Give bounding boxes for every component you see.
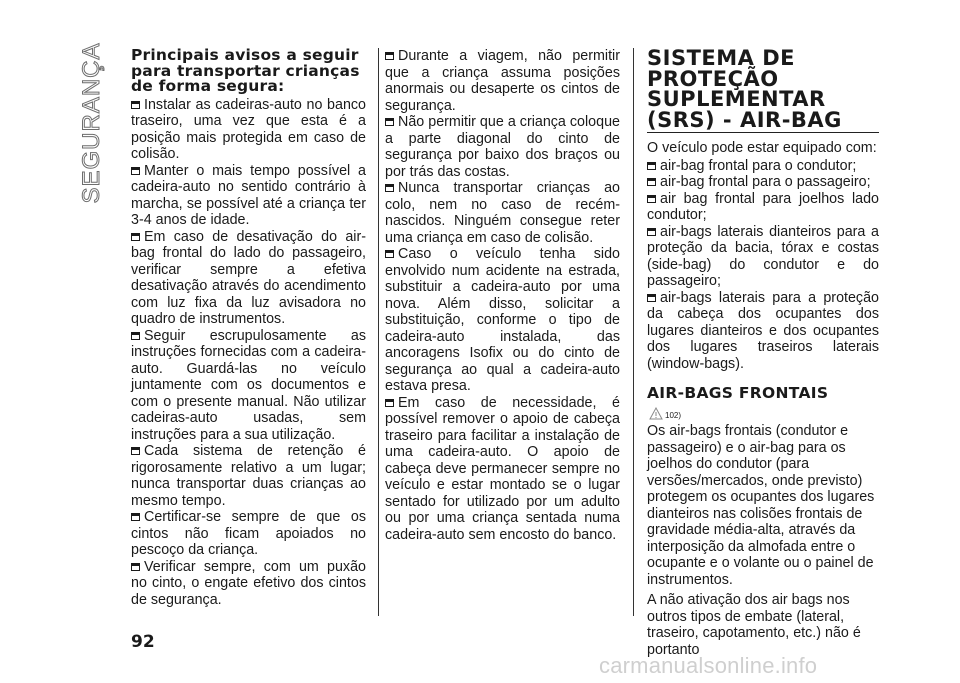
paragraph: Os air-bags frontais (condutor e passageiro) e o air-bag para os joelhos do condutor (para versões/mercados, onde previsto) protegem os ocupantes dos lugares dianteiros nas colisões frontais de gravidade média-alta, através da interposição da almofada entre o ocupante e o volante ou o painel de instrumentos. [647,423,875,588]
bullet-icon [647,178,656,186]
bullet-icon [647,228,656,236]
list-item: air-bags laterais dianteiros para a proteção da bacia, tórax e costas (side-bag) do condutor e do passageiro; [647,223,879,289]
list-item: Durante a viagem, não permitir que a criança assuma posições anormais ou desaperte os cintos de segurança. [385,48,620,114]
bullet-icon [385,184,394,192]
list-item: air-bag frontal para o passageiro; [647,174,879,191]
list-item: Seguir escrupulosamente as instruções fornecidas com a cadeira-auto. Guardá-las no veículo juntamente com os documentos e com o presente manual. Não utilizar cadeiras-auto usadas, sem instruções para a sua utilização. [131,327,366,443]
bullet-icon [385,118,394,126]
title-underline [647,132,879,133]
bullet-icon [385,52,394,60]
bullet-icon [647,195,656,203]
page-number: 92 [131,632,155,652]
section-tab [72,42,112,204]
list-item: air-bag frontal para o condutor; [647,158,879,175]
warning-triangle-icon [649,407,663,420]
column-divider [633,48,634,616]
list-item: Cada sistema de retenção é rigorosamente relativo a um lugar; nunca transportar duas crianças ao mesmo tempo. [131,443,366,509]
bullet-icon [131,233,140,241]
subheading-frontal-airbags: AIR-BAGS FRONTAIS [647,384,829,402]
section-title: SISTEMA DE PROTEÇÃO SUPLEMENTAR (SRS) - AIR-BAG [647,46,842,132]
column-child-safety-continued [385,48,620,543]
bullet-icon [647,162,656,170]
list-item: Não permitir que a criança coloque a parte diagonal do cinto de segurança por baixo dos braços ou por trás das costas. [385,114,620,180]
bullet-icon [131,101,140,109]
bullet-icon [131,447,140,455]
list-item: Em caso de necessidade, é possível remover o apoio de cabeça traseiro para facilitar a instalação de uma cadeira-auto. O apoio de cabeça deve permanecer sempre no veículo e estar montado se o lugar sentado for utilizado por um adulto ou por uma criança sentada numa cadeira-auto sem encosto do banco. [385,394,620,543]
list-item: Verificar sempre, com um puxão no cinto, o engate efetivo dos cintos de segurança. [131,558,366,608]
bullet-icon [131,563,140,571]
list-item: Caso o veículo tenha sido envolvido num acidente na estrada, substituir a cadeira-auto por uma nova. Além disso, solicitar a substituição, conforme o tipo de cadeira-auto instalada, das ancoragens Isofix ou do cinto de segurança ao qual a cadeira-auto estava presa. [385,246,620,394]
child-safety-heading: Principais avisos a seguir para transportar crianças de forma segura: [131,46,360,95]
column-child-safety-warnings [131,48,366,608]
warning-ref-number: 102) [665,411,682,420]
bullet-icon [647,294,656,302]
list-item: Manter o mais tempo possível a cadeira-auto no sentido contrário à marcha, se possível até a criança ter 3-4 anos de idade. [131,162,366,228]
list-item: Certificar-se sempre de que os cintos não ficam apoiados no pescoço da criança. [131,509,366,558]
column-airbag-system [647,48,879,658]
column-divider [378,48,379,616]
bullet-icon [131,332,140,340]
list-item: Nunca transportar crianças ao colo, nem no caso de recém-nascidos. Ninguém consegue reter uma criança em caso de colisão. [385,180,620,246]
bullet-icon [385,399,394,407]
watermark: carmanualsonline.info [599,653,818,678]
warning-reference [649,404,879,420]
bullet-icon [385,250,394,258]
list-item: Em caso de desativação do air-bag frontal do lado do passageiro, verificar sempre a efetiva desativação através do acendimento com luz fixa da luz avisadora no quadro de instrumentos. [131,228,366,327]
list-item: air-bags laterais para a proteção da cabeça dos ocupantes dos lugares dianteiros e dos ocupantes dos lugares traseiros laterais (window-bags). [647,289,879,372]
section-tab-label: SEGURANÇA [78,42,105,204]
intro-text: O veículo pode estar equipado com: [647,140,877,156]
list-item: air bag frontal para joelhos lado condutor; [647,190,879,223]
bullet-icon [131,167,140,175]
bullet-icon [131,513,140,521]
paragraph: A não ativação dos air bags nos outros tipos de embate (lateral, traseiro, capotamento, etc.) não é portanto [647,592,861,658]
list-item: Instalar as cadeiras-auto no banco traseiro, uma vez que esta é a posição mais protegida em caso de colisão. [131,96,366,162]
